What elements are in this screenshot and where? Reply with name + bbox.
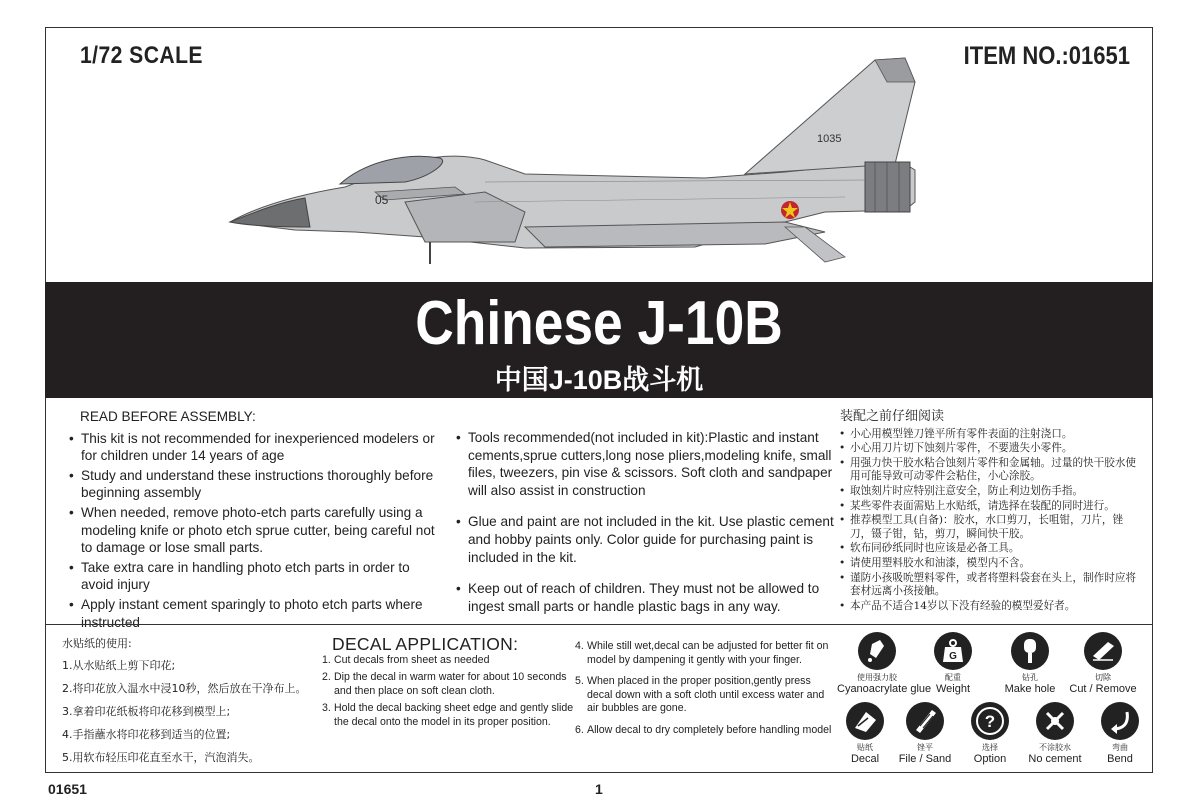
svg-text:?: ? (984, 712, 996, 731)
assembly-note: • Apply instant cement sparingly to photo etch parts where instructed (65, 596, 445, 631)
assembly-note: • Tools recommended(not included in kit):Plastic and instant cements,sprue cutters,long nose pliers,modeling knife, small files, tweezers, pin vise & scissors. Soft cloth and sandpaper will also assist in construction (452, 429, 837, 499)
water-decal-step: 4.手指蘸水将印花移到适当的位置; (62, 728, 231, 741)
read-before-assembly (65, 408, 445, 633)
decal-step: 3. Hold the decal backing sheet edge and gently slide the decal onto the model in its proper position. (322, 702, 574, 728)
decal-step: 6. Allow decal to dry completely before handling model (575, 723, 832, 736)
chinese-note: • 谨防小孩吸吮塑料零件，或者将塑料袋套在头上，制作时应将套材远离小孩接触。 (838, 572, 1138, 599)
cut-remove-icon (1084, 632, 1122, 670)
legend-option: ? 选择 Option (950, 702, 1030, 765)
scale-label: 1/72 SCALE (80, 42, 203, 69)
option-icon (971, 702, 1009, 740)
decal-application-heading: DECAL APPLICATION: (332, 634, 519, 654)
nose-number: 05 (375, 193, 389, 207)
water-decal-instructions (62, 636, 307, 769)
kit-subtitle-chinese: 中国J-10B战斗机 (494, 365, 704, 395)
chinese-note: • 推荐模型工具(自备)：胶水，水口剪刀，长咀钳，刀片，锉刀，镊子钳，钻，剪刀，瞬间快干胶。 (838, 514, 1138, 541)
assembly-note: • Glue and paint are not included in the kit. Use plastic cement and hobby paints only. Color guide for purchasing paint is included in the kit. (452, 513, 837, 566)
chinese-note: • 取蚀刻片时应特别注意安全，防止利边划伤手指。 (838, 485, 1138, 499)
decal-application (322, 634, 577, 734)
legend-make-hole: 钻孔 Make hole (990, 632, 1070, 695)
svg-text:G: G (949, 651, 957, 662)
legend-no-cement: 不涂胶水 No cement (1015, 702, 1095, 765)
chinese-note: • 本产品不适合14岁以下没有经验的模型爱好者。 (838, 600, 1138, 614)
chinese-note: • 某些零件表面需贴上水贴纸，请选择在装配的同时进行。 (838, 500, 1138, 514)
legend-cyanoacrylate-glue: 使用强力胶 Cyanoacrylate glue (837, 632, 917, 695)
chinese-note: • 小心用刀片切下蚀刻片零件，不要遗失小零件。 (838, 442, 1138, 456)
j10b-aircraft-illustration (225, 52, 925, 272)
weight-icon (934, 632, 972, 670)
assembly-note: • Keep out of reach of children. They must not be allowed to ingest small parts or handle plastic bags in any way. (452, 580, 837, 615)
assembly-note: • When needed, remove photo-etch parts carefully using a modeling knife or photo etch sprue cutter, being careful not to damage or lose small parts. (65, 504, 445, 557)
water-decal-step: 1.从水贴纸上剪下印花; (62, 659, 176, 672)
chinese-note: • 小心用模型锉刀锉平所有零件表面的注射浇口。 (838, 428, 1138, 442)
decal-step: 4. While still wet,decal can be adjusted for better fit on model by dampening it gently with your finger. (575, 640, 829, 666)
footer-item-code: 01651 (48, 781, 87, 797)
decal-step: 5. When placed in the proper position,gently press decal down with a soft cloth until excess water and air bubbles are gone. (575, 675, 825, 715)
decal-icon (846, 702, 884, 740)
water-decal-step: 3.拿着印花纸板将印花移到模型上; (62, 705, 231, 718)
decal-application-continued (575, 640, 835, 742)
chinese-notes (838, 408, 1138, 614)
legend-cut-remove: 切除 Cut / Remove (1063, 632, 1143, 695)
tail-number: 1035 (817, 133, 842, 145)
kit-title: Chinese J-10B (415, 289, 783, 358)
bend-icon (1101, 702, 1139, 740)
file-sand-icon (906, 702, 944, 740)
assembly-note: • This kit is not recommended for inexperienced modelers or for children under 14 years of age (65, 430, 445, 465)
chinese-note: • 请使用塑料胶水和油漆，模型内不含。 (838, 557, 1138, 571)
read-before-heading: READ BEFORE ASSEMBLY: (80, 409, 256, 424)
legend-file-sand: 锉平 File / Sand (885, 702, 965, 765)
legend-decal: 贴纸 Decal (825, 702, 905, 765)
tools-notes (452, 429, 837, 617)
water-decal-step: 5.用软布轻压印花直至水干，汽泡消失。 (62, 751, 260, 764)
water-decal-heading: 水贴纸的使用: (62, 637, 132, 650)
item-number: ITEM NO.:01651 (963, 42, 1130, 70)
assembly-note: • Study and understand these instructions thoroughly before beginning assembly (65, 467, 445, 502)
decal-step: 1. Cut decals from sheet as needed (322, 653, 490, 666)
chinese-note: • 用强力快干胶水粘合蚀刻片零件和金属轴。过量的快干胶水使用可能导致可动零件会粘住，小心涂胶。 (838, 457, 1138, 484)
no-cement-icon (1036, 702, 1074, 740)
assembly-note: • Take extra care in handling photo etch parts in order to avoid injury (65, 559, 445, 594)
page-number: 1 (595, 781, 603, 797)
chinese-notes-heading: 装配之前仔细阅读 (840, 409, 945, 424)
legend-weight: G 配重 Weight (913, 632, 993, 695)
cyanoacrylate-glue-icon (858, 632, 896, 670)
title-banner (45, 282, 1153, 398)
legend-bend: 弯曲 Bend (1080, 702, 1160, 765)
decal-step: 2. Dip the decal in warm water for about 10 seconds and then place on soft clean cloth. (322, 671, 567, 697)
make-hole-icon (1011, 632, 1049, 670)
section-divider (45, 624, 1153, 625)
chinese-note: • 软布同砂纸同时也应该是必备工具。 (838, 542, 1138, 556)
water-decal-step: 2.将印花放入温水中浸10秒，然后放在干净布上。 (62, 682, 307, 695)
